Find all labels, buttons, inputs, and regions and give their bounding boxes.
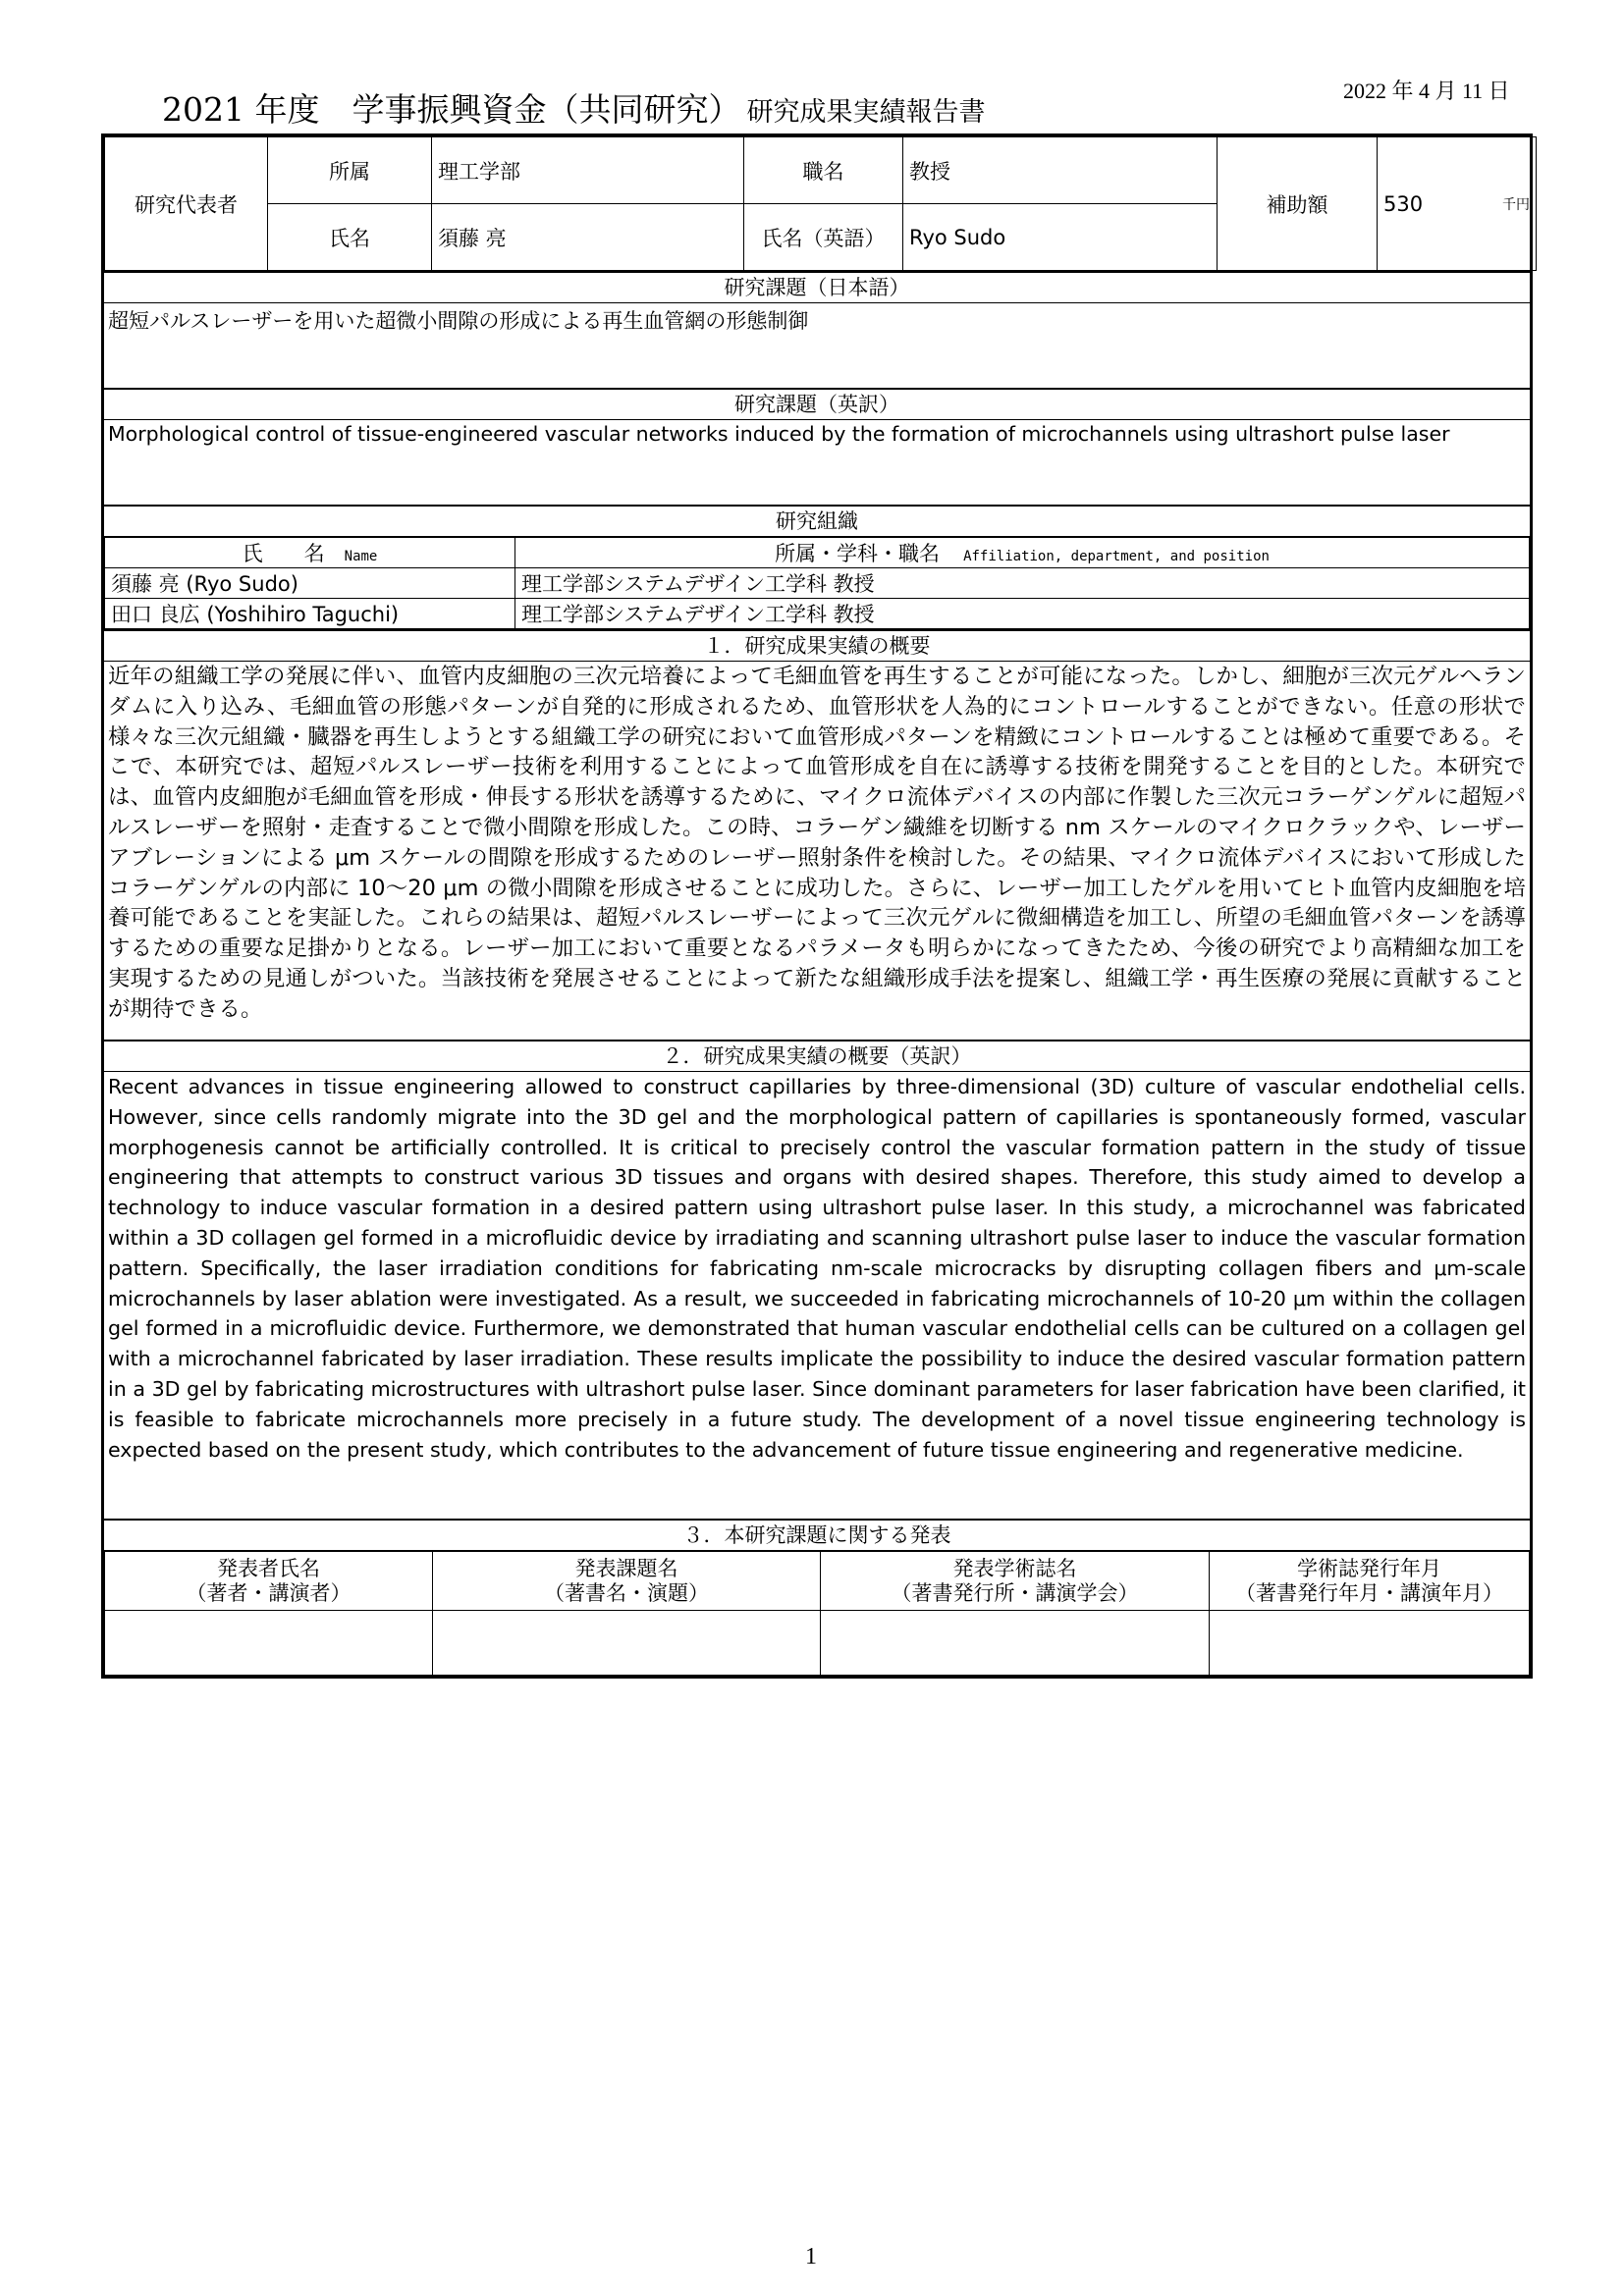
- organization-heading: 研究組織: [104, 505, 1530, 537]
- org-col-name: [105, 538, 515, 568]
- report-title: [162, 84, 985, 131]
- position-value: 教授: [903, 137, 1218, 204]
- pub-col-date-l2: （著書発行年月・講演年月）: [1235, 1580, 1503, 1605]
- title-ja-heading: 研究課題（日本語）: [104, 271, 1530, 303]
- pub-col-title-l1: 発表課題名: [574, 1556, 678, 1580]
- pub-col-title-l2: （著書名・演題）: [544, 1580, 709, 1605]
- publications-table: [104, 1551, 1530, 1676]
- position-label: 職名: [744, 137, 903, 204]
- pub-cell: [433, 1611, 821, 1676]
- name-en-value: Ryo Sudo: [903, 204, 1218, 271]
- summary-ja-text: 近年の組織工学の発展に伴い、血管内皮細胞の三次元培養によって毛細血管を再生することが可能になった。しかし、細胞が三次元ゲルへランダムに入り込み、毛細血管の形態パターンが自発的に形成されるため、血管形状を人為的にコントロールすることができない。任意の形状で様々な三次元組織・臓器を再生しようとする組織工学の研究において血管形成パターンを精緻にコントロールすることは極めて重要である。そこで、本研究では、超短パルスレーザー技術を利用することによって血管形成を自在に誘導する技術を開発することを目的とした。本研究では、血管内皮細胞が毛細血管を形成・伸長する形状を誘導するために、マイクロ流体デバイスの内部に作製した三次元コラーゲンゲルに超短パルスレーザーを照射・走査することで微小間隙を形成した。この時、コラーゲン繊維を切断する nm スケールのマイクロクラックや、レーザーアブレーションによる μm スケールの間隙を形成するためのレーザー照射条件を検討した。その結果、マイクロ流体デバイスにおいて形成したコラーゲンゲルの内部に 10～20 μm の微小間隙を形成させることに成功した。さらに、レーザー加工したゲルを用いてヒト血管内皮細胞を培養可能であることを実証した。これらの結果は、超短パルスレーザーによって三次元ゲルに微細構造を加工し、所望の毛細血管パターンを誘導するための重要な足掛かりとなる。レーザー加工において重要となるパラメータも明らかになってきたため、今後の研究でより高精細な加工を実現するための見通しがついた。当該技術を発展させることによって新たな組織形成手法を提案し、組織工学・再生医療の発展に貢献することが期待できる。: [108, 664, 1526, 1022]
- title-ja-text: 超短パルスレーザーを用いた超微小間隙の形成による再生血管網の形態制御: [108, 309, 809, 333]
- summary-ja-heading: １．研究成果実績の概要: [104, 629, 1530, 662]
- name-value: 須藤 亮: [432, 204, 744, 271]
- grant-unit: 千円: [1502, 196, 1530, 213]
- pub-col-author-l2: （著者・講演者）: [186, 1580, 352, 1605]
- report-form: [101, 133, 1533, 1679]
- pub-col-journal-l2: （著書発行所・講演学会）: [891, 1580, 1139, 1605]
- member-name: 須藤 亮 (Ryo Sudo): [105, 568, 515, 599]
- pub-cell: [821, 1611, 1210, 1676]
- title-main: 2021 年度 学事振興資金（共同研究）: [162, 90, 741, 129]
- pub-cell: [105, 1611, 433, 1676]
- page-number: 1: [805, 2244, 817, 2269]
- report-date: 2022 年 4 月 11 日: [1343, 79, 1510, 103]
- pub-col-author: [105, 1552, 433, 1611]
- title-en-text: Morphological control of tissue-engineered vascular networks induced by the formation of microchannels using ultrashort pulse laser: [108, 422, 1450, 446]
- pub-col-author-l1: 発表者氏名: [217, 1556, 320, 1580]
- member-affil: 理工学部システムデザイン工学科 教授: [515, 599, 1530, 629]
- pub-col-date-l1: 学術誌発行年月: [1297, 1556, 1441, 1580]
- organization-table: [104, 537, 1530, 629]
- org-col-name-ja: 氏 名: [242, 542, 325, 565]
- org-col-affil-en: Affiliation, department, and position: [963, 549, 1270, 564]
- table-row: [105, 599, 1530, 629]
- grant-cell: [1378, 137, 1537, 271]
- org-col-affil-ja: 所属・学科・職名: [775, 542, 941, 565]
- summary-en-heading: ２．研究成果実績の概要（英訳）: [104, 1040, 1530, 1072]
- publications-heading: ３．本研究課題に関する発表: [104, 1519, 1530, 1551]
- name-en-label: 氏名（英語）: [744, 204, 903, 271]
- affiliation-value: 理工学部: [432, 137, 744, 204]
- affiliation-label: 所属: [268, 137, 432, 204]
- member-name: 田口 良広 (Yoshihiro Taguchi): [105, 599, 515, 629]
- org-col-name-en: Name: [344, 549, 378, 564]
- representative-label: 研究代表者: [105, 137, 268, 271]
- representative-table: [104, 136, 1537, 271]
- pub-col-journal: [821, 1552, 1210, 1611]
- grant-value: 530: [1383, 191, 1424, 216]
- name-label: 氏名: [268, 204, 432, 271]
- pub-cell: [1210, 1611, 1530, 1676]
- table-row: [105, 1611, 1530, 1676]
- grant-label: 補助額: [1218, 137, 1378, 271]
- summary-en-text: Recent advances in tissue engineering allowed to construct capillaries by three-dimensional (3D) culture of vascular endothelial cells. However, since cells randomly migrate into the 3D gel and the morphological pattern of capillaries is spontaneously formed, vascular morphogenesis cannot be artificially controlled. It is critical to precisely control the vascular formation pattern in the study of tissue engineering that attempts to construct various 3D tissues and organs with desired shapes. Therefore, this study aimed to develop a technology to induce vascular formation in a desired pattern using ultrashort pulse laser. In this study, a microchannel was fabricated within a 3D collagen gel formed in a microfluidic device by irradiating and scanning ultrashort pulse laser to induce the vascular formation pattern. Specifically, the laser irradiation conditions for fabricating nm-scale microcracks by disrupting collagen fibers and μm-scale microchannels by laser ablation were investigated. As a result, we succeeded in fabricating microchannels of 10-20 μm within the collagen gel formed in a microfluidic device. Furthermore, we demonstrated that human vascular endothelial cells can be cultured on a collagen gel with a microchannel fabricated by laser irradiation. These results implicate the possibility to induce the desired vascular formation pattern in a 3D gel by fabricating microstructures with ultrashort pulse laser. Since dominant parameters for laser fabrication have been clarified, it is feasible to fabricate microchannels more precisely in a future study. The development of a novel tissue engineering technology is expected based on the present study, which contributes to the advancement of future tissue engineering and regenerative medicine.: [108, 1075, 1526, 1462]
- member-affil: 理工学部システムデザイン工学科 教授: [515, 568, 1530, 599]
- pub-col-title: [433, 1552, 821, 1611]
- table-row: [105, 568, 1530, 599]
- org-col-affil: [515, 538, 1530, 568]
- title-sub: 研究成果実績報告書: [746, 97, 986, 128]
- title-en-heading: 研究課題（英訳）: [104, 388, 1530, 420]
- pub-col-date: [1210, 1552, 1530, 1611]
- pub-col-journal-l1: 発表学術誌名: [952, 1556, 1077, 1580]
